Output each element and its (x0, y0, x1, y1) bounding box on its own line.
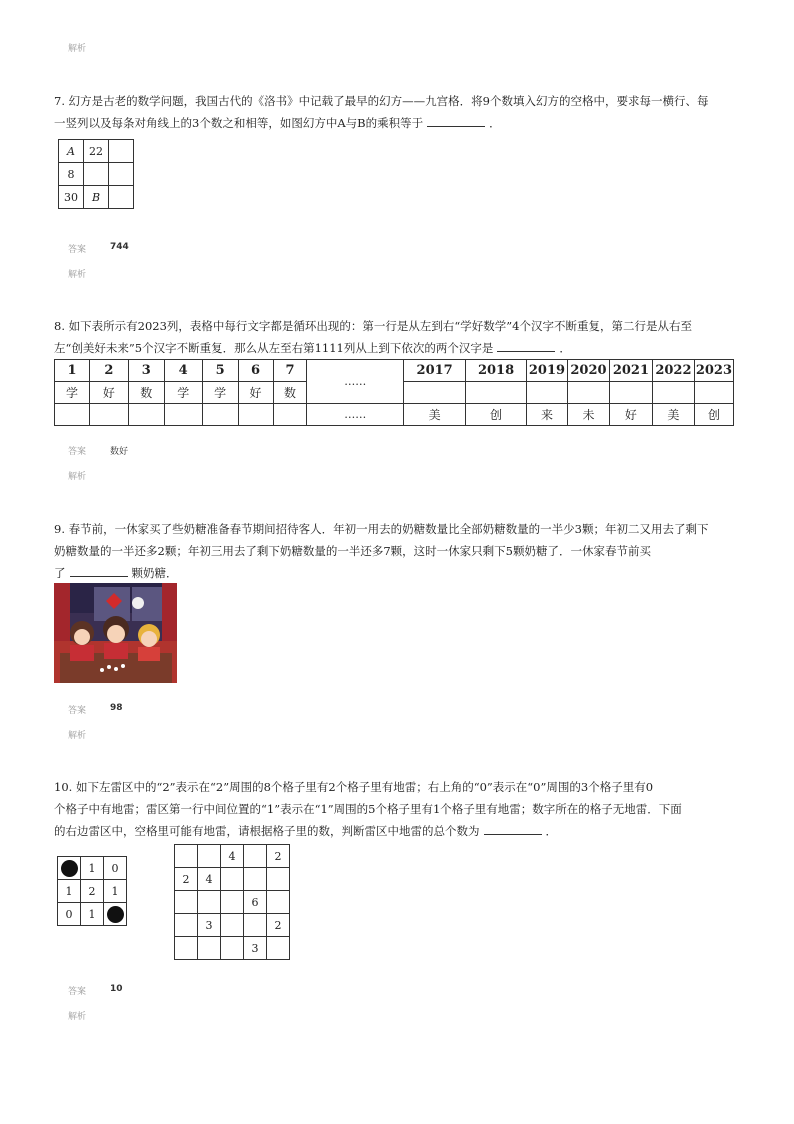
puzzle-cell[interactable] (198, 937, 221, 960)
seq-header-cell: 2020 (567, 360, 609, 382)
q10-example-grid (57, 856, 127, 926)
magic-cell: 22 (84, 140, 109, 163)
seq-row1-cell: 学 (55, 382, 90, 404)
puzzle-cell[interactable] (244, 845, 267, 868)
puzzle-cell: 4 (198, 868, 221, 891)
q10-line3-end: ． (545, 824, 557, 838)
seq-header-cell: 2017 (404, 360, 466, 382)
q10-answer-value: 10 (110, 984, 123, 994)
magic-cell: 8 (59, 163, 84, 186)
puzzle-cell: 2 (175, 868, 198, 891)
seq-row2-cell: 美 (404, 404, 466, 426)
mine-cell: 1 (81, 857, 104, 880)
q8-line2-end: ． (559, 341, 571, 355)
q10-text (54, 776, 764, 842)
q7-answer-blank[interactable] (427, 116, 485, 127)
mine-cell (58, 857, 81, 880)
magic-cell: B (84, 186, 109, 209)
puzzle-cell[interactable] (267, 868, 290, 891)
q9-line2: 奶糖数量的一半还多2颗；年初三用去了剩下奶糖数量的一半还多7颗，这时一休家只剩下5颗奶糖了．一休家春节前买 (54, 544, 651, 558)
seq-row2-cell: 创 (694, 404, 733, 426)
q8-line2 (54, 337, 754, 359)
seq-header-cell: 2023 (694, 360, 733, 382)
seq-row2-cell (55, 404, 90, 426)
puzzle-cell[interactable] (198, 845, 221, 868)
q9-analysis-label: 解析 (68, 731, 87, 741)
magic-cell (109, 186, 134, 209)
q7-magic-square (58, 139, 134, 209)
puzzle-cell[interactable] (221, 891, 244, 914)
magic-cell: A (59, 140, 84, 163)
seq-header-cell: 2022 (652, 360, 694, 382)
puzzle-cell[interactable] (267, 891, 290, 914)
seq-header-cell: 2018 (466, 360, 527, 382)
q8-answer-label: 答案 (68, 447, 87, 457)
mine-cell: 0 (104, 857, 127, 880)
seq-header-cell: 2019 (527, 360, 568, 382)
puzzle-cell: 2 (267, 845, 290, 868)
seq-row1-cell (609, 382, 652, 404)
q8-sequence-table (54, 359, 734, 426)
q7-answer-value: 744 (110, 242, 129, 252)
q10-line2: 个格子中有地雷；雷区第一行中间位置的“1”表示在“1”周围的5个格子里有1个格子里有地雷；数字所在的格子无地雷．下面 (54, 802, 682, 816)
q10-answer-label: 答案 (68, 987, 87, 997)
q7-line1: 7. 幻方是古老的数学问题，我国古代的《洛书》中记载了最早的幻方——九宫格．将9个数填入幻方的空格中，要求每一横行、每 (54, 94, 709, 108)
q10-analysis-label: 解析 (68, 1012, 87, 1022)
seq-row2-cell (238, 404, 273, 426)
puzzle-cell: 2 (267, 914, 290, 937)
seq-row1-cell: 学 (164, 382, 202, 404)
seq-row1-cell (567, 382, 609, 404)
q10-line1: 10. 如下左雷区中的“2”表示在“2”周围的8个格子里有2个格子里有地雷；右上角的“0”表示在“0”周围的3个格子里有0 (54, 780, 654, 794)
puzzle-cell[interactable] (175, 937, 198, 960)
seq-row2-cell (164, 404, 202, 426)
puzzle-cell: 6 (244, 891, 267, 914)
puzzle-cell[interactable] (175, 914, 198, 937)
puzzle-cell: 3 (198, 914, 221, 937)
seq-header-cell: 7 (273, 360, 307, 382)
seq-header-cell: 1 (55, 360, 90, 382)
q10-answer-blank[interactable] (484, 824, 542, 835)
seq-row1-cell: 学 (202, 382, 238, 404)
q9-line1: 9. 春节前，一休家买了些奶糖准备春节期间招待客人．年初一用去的奶糖数量比全部奶糖数量的一半少3颗；年初二又用去了剩下 (54, 522, 709, 536)
mine-icon (61, 860, 78, 877)
q9-text (54, 518, 764, 584)
q10-puzzle-grid (174, 844, 290, 960)
q10-line3 (54, 820, 764, 842)
q10-line3-text: 的右边雷区中，空格里可能有地雷，请根据格子里的数，判断雷区中地雷的总个数为 (54, 824, 480, 838)
puzzle-cell[interactable] (221, 868, 244, 891)
seq-row1-cell: 数 (128, 382, 164, 404)
mine-cell: 1 (81, 903, 104, 926)
q7-line2 (54, 112, 754, 134)
magic-cell (109, 163, 134, 186)
seq-row1-cell (466, 382, 527, 404)
seq-row1-cell: 数 (273, 382, 307, 404)
q8-answer-value: 数好 (110, 447, 129, 457)
seq-row1-cell (404, 382, 466, 404)
q8-answer-blank[interactable] (497, 341, 555, 352)
seq-row2-cell (128, 404, 164, 426)
new-year-illustration (54, 583, 177, 683)
seq-ellipsis-cell-top: …… (307, 360, 404, 404)
seq-ellipsis-cell-bottom: …… (307, 404, 404, 426)
puzzle-cell[interactable] (244, 868, 267, 891)
q7-answer-label: 答案 (68, 245, 87, 255)
magic-cell (84, 163, 109, 186)
magic-cell (109, 140, 134, 163)
q7-line2-end: ． (489, 116, 501, 130)
seq-row2-cell: 好 (609, 404, 652, 426)
seq-row1-cell (527, 382, 568, 404)
mine-cell (104, 903, 127, 926)
seq-row1-cell (694, 382, 733, 404)
magic-cell: 30 (59, 186, 84, 209)
puzzle-cell: 3 (244, 937, 267, 960)
q9-answer-label: 答案 (68, 706, 87, 716)
mine-cell: 2 (81, 880, 104, 903)
seq-header-cell: 6 (238, 360, 273, 382)
seq-row2-cell (89, 404, 128, 426)
mine-icon (107, 906, 124, 923)
mine-cell: 0 (58, 903, 81, 926)
seq-row2-cell: 未 (567, 404, 609, 426)
mine-cell: 1 (58, 880, 81, 903)
illustration-svg (54, 583, 177, 683)
seq-header-cell: 2021 (609, 360, 652, 382)
seq-row1-cell: 好 (89, 382, 128, 404)
q9-line3-start: 了 (54, 566, 66, 580)
seq-header-cell: 5 (202, 360, 238, 382)
seq-row2-cell (273, 404, 307, 426)
seq-row1-cell (652, 382, 694, 404)
seq-header-cell: 2 (89, 360, 128, 382)
puzzle-cell[interactable] (221, 914, 244, 937)
puzzle-cell: 4 (221, 845, 244, 868)
q7-line2-text: 一竖列以及每条对角线上的3个数之和相等，如图幻方中A与B的乘积等于 (54, 116, 424, 130)
q8-line2-text: 左“创美好未来”5个汉字不断重复．那么从左至右第1111列从上到下依次的两个汉字是 (54, 341, 494, 355)
q7-text (54, 90, 754, 134)
q7-analysis-label: 解析 (68, 270, 87, 280)
seq-row2-cell: 创 (466, 404, 527, 426)
seq-row2-cell: 美 (652, 404, 694, 426)
mine-cell: 1 (104, 880, 127, 903)
seq-row2-cell (202, 404, 238, 426)
q8-text (54, 315, 754, 359)
seq-row1-cell: 好 (238, 382, 273, 404)
puzzle-cell[interactable] (267, 937, 290, 960)
puzzle-cell[interactable] (175, 845, 198, 868)
puzzle-cell[interactable] (175, 891, 198, 914)
seq-header-cell: 3 (128, 360, 164, 382)
q9-line3 (54, 562, 764, 584)
analysis-label-top: 解析 (68, 44, 87, 54)
puzzle-cell[interactable] (198, 891, 221, 914)
q9-line3-end: 颗奶糖． (131, 566, 178, 580)
puzzle-cell[interactable] (221, 937, 244, 960)
q9-answer-value: 98 (110, 703, 123, 713)
q9-answer-blank[interactable] (70, 566, 128, 577)
seq-row2-cell: 来 (527, 404, 568, 426)
q8-line1: 8. 如下表所示有2023列，表格中每行文字都是循环出现的：第一行是从左到右“学好数学”4个汉字不断重复，第二行是从右至 (54, 319, 692, 333)
seq-header-cell: 4 (164, 360, 202, 382)
puzzle-cell[interactable] (244, 914, 267, 937)
q8-analysis-label: 解析 (68, 472, 87, 482)
